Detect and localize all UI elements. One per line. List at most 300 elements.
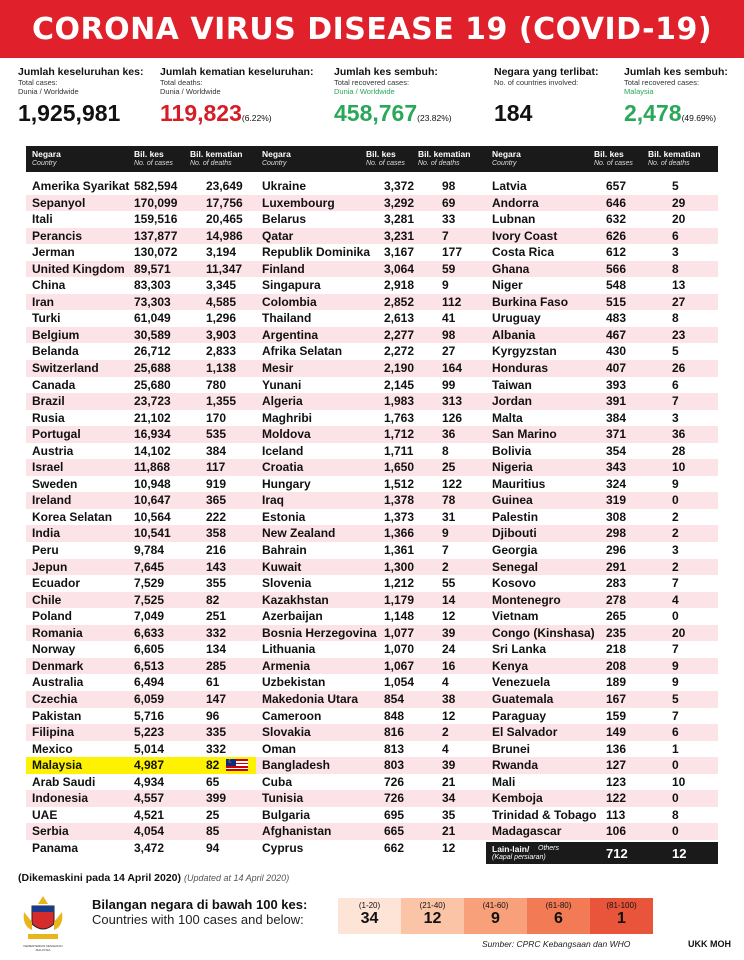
country-cell: Ivory Coast bbox=[492, 228, 558, 243]
stat-value: 458,767 bbox=[334, 100, 418, 126]
country-cell: Kuwait bbox=[262, 559, 302, 574]
table-row bbox=[486, 509, 718, 526]
table-row bbox=[26, 542, 256, 559]
table-row bbox=[256, 228, 486, 245]
header-cases-en: No. of cases bbox=[594, 160, 633, 167]
country-cell: Jerman bbox=[32, 245, 75, 260]
deaths-cell: 23,649 bbox=[206, 179, 243, 193]
stat-scope: Dunia / Worldwide bbox=[18, 87, 79, 96]
deaths-cell: 5 bbox=[672, 691, 679, 706]
table-row bbox=[486, 592, 718, 609]
malaysia-flag-icon: ☾ bbox=[226, 759, 248, 771]
table-row bbox=[256, 625, 486, 642]
cases-cell: 137,877 bbox=[134, 228, 178, 243]
country-cell: Korea Selatan bbox=[32, 509, 113, 524]
deaths-cell: 8 bbox=[672, 311, 679, 326]
country-cell: Ghana bbox=[492, 261, 530, 276]
country-cell: Mexico bbox=[32, 741, 73, 756]
cases-cell: 14,102 bbox=[134, 443, 171, 458]
country-cell: Venezuela bbox=[492, 675, 551, 690]
stat-value: 2,478 bbox=[624, 100, 682, 126]
header-deaths: Bil. kematian bbox=[418, 149, 471, 159]
table-row bbox=[256, 807, 486, 824]
stat-value: 1,925,981 bbox=[18, 100, 121, 126]
country-cell: Perancis bbox=[32, 228, 83, 243]
deaths-cell: 82 bbox=[206, 758, 220, 773]
country-cell: Cyprus bbox=[262, 840, 304, 855]
cases-cell: 515 bbox=[606, 294, 627, 309]
cases-cell: 89,571 bbox=[134, 261, 171, 276]
country-cell: Belarus bbox=[262, 212, 307, 227]
country-cell: Kyrgyzstan bbox=[492, 344, 557, 359]
country-cell: New Zealand bbox=[262, 526, 336, 541]
cases-cell: 665 bbox=[384, 824, 405, 839]
country-cell: Azerbaijan bbox=[262, 609, 323, 624]
country-cell: Sweden bbox=[32, 476, 78, 491]
deaths-cell: 7 bbox=[672, 576, 679, 591]
deaths-cell: 0 bbox=[672, 824, 679, 839]
cases-cell: 130,072 bbox=[134, 245, 178, 260]
table-row bbox=[26, 443, 256, 460]
country-cell: Singapura bbox=[262, 278, 321, 293]
source-note: Sumber: CPRC Kebangsaan dan WHO bbox=[482, 939, 631, 949]
table-row bbox=[26, 492, 256, 509]
country-cell: Jordan bbox=[492, 394, 533, 409]
table-row bbox=[486, 724, 718, 741]
deaths-cell: 99 bbox=[442, 377, 456, 392]
deaths-cell: 4 bbox=[442, 741, 449, 756]
country-cell: Kemboja bbox=[492, 791, 543, 806]
cases-cell: 159 bbox=[606, 708, 627, 723]
deaths-cell: 780 bbox=[206, 377, 227, 392]
country-table-2 bbox=[256, 146, 486, 856]
cases-cell: 1,054 bbox=[384, 675, 415, 690]
table-row bbox=[486, 658, 718, 675]
cases-cell: 6,494 bbox=[134, 675, 165, 690]
deaths-cell: 4,585 bbox=[206, 294, 237, 309]
cases-cell: 7,645 bbox=[134, 559, 165, 574]
others-label: Lain-lain/ bbox=[492, 843, 530, 854]
deaths-cell: 5 bbox=[672, 344, 679, 359]
stat-recovered-world bbox=[334, 66, 452, 131]
cases-cell: 136 bbox=[606, 741, 627, 756]
deaths-cell: 65 bbox=[206, 774, 220, 789]
cases-cell: 149 bbox=[606, 725, 627, 740]
deaths-cell: 27 bbox=[672, 294, 686, 309]
table-row bbox=[26, 641, 256, 658]
country-cell: Norway bbox=[32, 642, 76, 657]
cases-cell: 5,716 bbox=[134, 708, 165, 723]
deaths-cell: 126 bbox=[442, 410, 463, 425]
country-cell: Makedonia Utara bbox=[262, 691, 359, 706]
deaths-cell: 9 bbox=[672, 476, 679, 491]
table-row bbox=[26, 559, 256, 576]
deaths-cell: 2 bbox=[442, 559, 449, 574]
cases-cell: 1,300 bbox=[384, 559, 415, 574]
others-row bbox=[486, 842, 718, 864]
deaths-cell: 23 bbox=[672, 327, 686, 342]
deaths-cell: 82 bbox=[206, 592, 220, 607]
country-cell: Cuba bbox=[262, 774, 292, 789]
bin-range: (41-60) bbox=[482, 901, 509, 910]
stat-label: Negara yang terlibat: bbox=[494, 66, 599, 78]
stat-label: Jumlah kes sembuh: bbox=[334, 66, 438, 78]
country-cell: Romania bbox=[32, 625, 83, 640]
deaths-cell: 41 bbox=[442, 311, 456, 326]
country-cell: Filipina bbox=[32, 725, 74, 740]
table-row bbox=[256, 641, 486, 658]
table-header bbox=[256, 146, 486, 172]
caption-en: Countries with 100 cases and below: bbox=[92, 912, 304, 927]
cases-cell: 308 bbox=[606, 509, 627, 524]
deaths-cell: 39 bbox=[442, 625, 456, 640]
bin-81-100 bbox=[590, 898, 653, 934]
table-row bbox=[26, 178, 256, 195]
deaths-cell: 7 bbox=[442, 543, 449, 558]
table-row bbox=[486, 393, 718, 410]
country-cell: Ecuador bbox=[32, 576, 81, 591]
stat-sublabel: No. of countries involved: bbox=[494, 78, 579, 87]
country-cell: Bangladesh bbox=[262, 758, 331, 773]
bin-value: 12 bbox=[423, 910, 442, 927]
deaths-cell: 17,756 bbox=[206, 195, 243, 210]
country-cell: El Salvador bbox=[492, 725, 558, 740]
country-cell: Niger bbox=[492, 278, 523, 293]
table-row bbox=[26, 658, 256, 675]
country-cell: UAE bbox=[32, 807, 58, 822]
cases-cell: 813 bbox=[384, 741, 405, 756]
table-row bbox=[486, 277, 718, 294]
deaths-cell: 21 bbox=[442, 774, 456, 789]
stat-recovered-malaysia bbox=[624, 66, 728, 131]
country-cell: Belanda bbox=[32, 344, 79, 359]
country-cell: Finland bbox=[262, 261, 305, 276]
deaths-cell: 98 bbox=[442, 179, 456, 193]
country-cell: Bulgaria bbox=[262, 807, 311, 822]
table-row bbox=[486, 625, 718, 642]
header-deaths-en: No. of deaths bbox=[648, 160, 690, 167]
table-row bbox=[256, 327, 486, 344]
country-cell: Itali bbox=[32, 212, 53, 227]
header-deaths-en: No. of deaths bbox=[190, 160, 232, 167]
deaths-cell: 28 bbox=[672, 443, 686, 458]
bin-range: (1-20) bbox=[358, 901, 381, 910]
header-country-en: Country bbox=[262, 160, 287, 167]
deaths-cell: 36 bbox=[442, 427, 456, 442]
deaths-cell: 0 bbox=[672, 758, 679, 773]
deaths-cell: 20 bbox=[672, 212, 686, 227]
country-cell: Estonia bbox=[262, 509, 306, 524]
cases-cell: 343 bbox=[606, 460, 627, 475]
table-row bbox=[256, 443, 486, 460]
cases-cell: 1,361 bbox=[384, 543, 415, 558]
country-cell: Kenya bbox=[492, 658, 529, 673]
cases-cell: 726 bbox=[384, 774, 405, 789]
cases-cell: 391 bbox=[606, 394, 627, 409]
table-row bbox=[486, 674, 718, 691]
cases-cell: 1,763 bbox=[384, 410, 415, 425]
bin-value: 9 bbox=[491, 910, 500, 927]
crest-label: KEMENTERIAN KESIHATAN MALAYSIA bbox=[23, 944, 63, 952]
bin-range: (21-40) bbox=[419, 901, 446, 910]
cases-cell: 3,472 bbox=[134, 840, 165, 855]
deaths-cell: 143 bbox=[206, 559, 227, 574]
table-row bbox=[486, 294, 718, 311]
deaths-cell: 24 bbox=[442, 642, 456, 657]
header-deaths: Bil. kematian bbox=[190, 149, 243, 159]
update-note-ms: (Dikemaskini pada 14 April 2020) bbox=[18, 872, 182, 884]
deaths-cell: 8 bbox=[442, 443, 449, 458]
table-row bbox=[256, 608, 486, 625]
crest-icon bbox=[18, 894, 68, 944]
deaths-cell: 332 bbox=[206, 625, 227, 640]
small-countries-caption bbox=[92, 897, 307, 927]
case-range-bins bbox=[338, 898, 653, 934]
deaths-cell: 2,833 bbox=[206, 344, 237, 359]
country-cell: Brazil bbox=[32, 394, 65, 409]
country-cell: Algeria bbox=[262, 394, 303, 409]
country-cell: Republik Dominika bbox=[262, 245, 371, 260]
table-row bbox=[256, 294, 486, 311]
deaths-cell: 3 bbox=[672, 410, 679, 425]
cases-cell: 324 bbox=[606, 476, 627, 491]
country-cell: Mauritius bbox=[492, 476, 546, 491]
others-label-en: Others bbox=[538, 844, 560, 852]
stat-label: Jumlah keseluruhan kes: bbox=[18, 66, 144, 78]
deaths-cell: 170 bbox=[206, 410, 227, 425]
cases-cell: 1,983 bbox=[384, 394, 415, 409]
deaths-cell: 12 bbox=[442, 840, 456, 855]
stat-total-deaths bbox=[160, 66, 313, 131]
cases-cell: 695 bbox=[384, 807, 405, 822]
country-cell: Guinea bbox=[492, 493, 533, 508]
cases-cell: 2,190 bbox=[384, 361, 415, 376]
cases-cell: 354 bbox=[606, 443, 627, 458]
cases-cell: 2,145 bbox=[384, 377, 415, 392]
country-cell: Malta bbox=[492, 410, 523, 425]
deaths-cell: 25 bbox=[442, 460, 456, 475]
table-row bbox=[486, 426, 718, 443]
deaths-cell: 6 bbox=[672, 377, 679, 392]
country-cell: Congo (Kinshasa) bbox=[492, 625, 595, 640]
table-row bbox=[256, 459, 486, 476]
cases-cell: 298 bbox=[606, 526, 627, 541]
country-cell: Bosnia Herzegovina bbox=[262, 625, 377, 640]
cases-cell: 235 bbox=[606, 625, 627, 640]
deaths-cell: 1,138 bbox=[206, 361, 237, 376]
stat-scope bbox=[494, 87, 598, 96]
deaths-cell: 36 bbox=[672, 427, 686, 442]
header-cases: Bil. kes bbox=[366, 149, 396, 159]
country-cell: Iraq bbox=[262, 493, 285, 508]
country-cell: Poland bbox=[32, 609, 73, 624]
table-row bbox=[486, 195, 718, 212]
others-cases: 712 bbox=[606, 845, 628, 861]
header-cases: Bil. kes bbox=[134, 149, 164, 159]
cases-cell: 7,529 bbox=[134, 576, 165, 591]
table-row bbox=[256, 261, 486, 278]
table-row bbox=[26, 823, 256, 840]
country-cell: Oman bbox=[262, 741, 297, 756]
cases-cell: 6,605 bbox=[134, 642, 165, 657]
country-table-3 bbox=[486, 146, 718, 864]
table-body bbox=[26, 172, 256, 856]
bin-value: 1 bbox=[617, 910, 626, 927]
table-row bbox=[26, 774, 256, 791]
cases-cell: 582,594 bbox=[134, 179, 178, 193]
deaths-cell: 117 bbox=[206, 460, 226, 475]
country-cell: Canada bbox=[32, 377, 76, 392]
cases-cell: 25,680 bbox=[134, 377, 171, 392]
cases-cell: 10,647 bbox=[134, 493, 171, 508]
table-row bbox=[256, 724, 486, 741]
deaths-cell: 399 bbox=[206, 791, 227, 806]
deaths-cell: 251 bbox=[206, 609, 227, 624]
cases-cell: 1,711 bbox=[384, 443, 414, 458]
deaths-cell: 164 bbox=[442, 361, 463, 376]
table-row bbox=[26, 459, 256, 476]
table-row bbox=[256, 674, 486, 691]
cases-cell: 170,099 bbox=[134, 195, 178, 210]
cases-cell: 2,272 bbox=[384, 344, 415, 359]
country-cell: Iceland bbox=[262, 443, 304, 458]
country-cell: Switzerland bbox=[32, 361, 99, 376]
table-row bbox=[26, 343, 256, 360]
deaths-cell: 3,345 bbox=[206, 278, 237, 293]
cases-cell: 283 bbox=[606, 576, 627, 591]
table-row bbox=[486, 410, 718, 427]
deaths-cell: 12 bbox=[442, 609, 456, 624]
table-row bbox=[486, 228, 718, 245]
country-cell: Afghanistan bbox=[262, 824, 332, 839]
stat-label: Jumlah kes sembuh: bbox=[624, 66, 728, 78]
cases-cell: 1,366 bbox=[384, 526, 415, 541]
table-row bbox=[26, 525, 256, 542]
table-row bbox=[26, 261, 256, 278]
table-header bbox=[26, 146, 256, 172]
table-row bbox=[486, 823, 718, 840]
cases-cell: 626 bbox=[606, 228, 627, 243]
table-row bbox=[26, 294, 256, 311]
country-cell: Lithuania bbox=[262, 642, 316, 657]
table-row bbox=[486, 443, 718, 460]
table-row bbox=[486, 542, 718, 559]
cases-cell: 1,373 bbox=[384, 509, 415, 524]
country-cell: Slovakia bbox=[262, 725, 311, 740]
deaths-cell: 3,194 bbox=[206, 245, 237, 260]
table-row bbox=[486, 178, 718, 195]
country-cell: Denmark bbox=[32, 658, 84, 673]
country-cell: Thailand bbox=[262, 311, 312, 326]
deaths-cell: 4 bbox=[442, 675, 449, 690]
table-row bbox=[26, 476, 256, 493]
table-body bbox=[256, 172, 486, 856]
table-row-malaysia bbox=[26, 757, 256, 774]
header-deaths-en: No. of deaths bbox=[418, 160, 460, 167]
deaths-cell: 10 bbox=[672, 774, 686, 789]
deaths-cell: 358 bbox=[206, 526, 227, 541]
deaths-cell: 59 bbox=[442, 261, 456, 276]
table-row bbox=[26, 724, 256, 741]
deaths-cell: 29 bbox=[672, 195, 686, 210]
country-cell: Amerika Syarikat bbox=[32, 179, 130, 193]
cases-cell: 106 bbox=[606, 824, 627, 839]
deaths-cell: 6 bbox=[672, 725, 679, 740]
deaths-cell: 285 bbox=[206, 658, 227, 673]
cases-cell: 483 bbox=[606, 311, 627, 326]
cases-cell: 296 bbox=[606, 543, 627, 558]
country-cell: Rusia bbox=[32, 410, 65, 425]
deaths-cell: 10 bbox=[672, 460, 686, 475]
cases-cell: 848 bbox=[384, 708, 405, 723]
cases-cell: 10,564 bbox=[134, 509, 171, 524]
deaths-cell: 535 bbox=[206, 427, 227, 442]
table-row bbox=[486, 459, 718, 476]
stat-countries bbox=[494, 66, 598, 126]
deaths-cell: 134 bbox=[206, 642, 227, 657]
cases-cell: 407 bbox=[606, 361, 627, 376]
cases-cell: 2,852 bbox=[384, 294, 415, 309]
deaths-cell: 16 bbox=[442, 658, 456, 673]
country-cell: Trinidad & Tobago bbox=[492, 807, 597, 822]
cases-cell: 189 bbox=[606, 675, 627, 690]
deaths-cell: 7 bbox=[672, 642, 679, 657]
cases-cell: 278 bbox=[606, 592, 627, 607]
deaths-cell: 7 bbox=[672, 708, 679, 723]
country-cell: Vietnam bbox=[492, 609, 539, 624]
cases-cell: 3,281 bbox=[384, 212, 415, 227]
table-row bbox=[256, 509, 486, 526]
cases-cell: 83,303 bbox=[134, 278, 171, 293]
table-row bbox=[256, 195, 486, 212]
stat-value: 119,823 bbox=[160, 100, 242, 126]
bin-value: 6 bbox=[554, 910, 563, 927]
deaths-cell: 1 bbox=[672, 741, 679, 756]
cases-cell: 646 bbox=[606, 195, 627, 210]
cases-cell: 122 bbox=[606, 791, 627, 806]
table-row bbox=[486, 492, 718, 509]
cases-cell: 803 bbox=[384, 758, 405, 773]
cases-cell: 1,212 bbox=[384, 576, 415, 591]
country-cell: Mesir bbox=[262, 361, 294, 376]
cases-cell: 4,054 bbox=[134, 824, 165, 839]
table-row bbox=[486, 211, 718, 228]
table-row bbox=[256, 592, 486, 609]
header-country-en: Country bbox=[32, 160, 57, 167]
country-table-1 bbox=[26, 146, 256, 856]
country-cell: Tunisia bbox=[262, 791, 304, 806]
country-cell: Costa Rica bbox=[492, 245, 555, 260]
deaths-cell: 8 bbox=[672, 261, 679, 276]
stat-label: Jumlah kematian keseluruhan: bbox=[160, 66, 314, 78]
cases-cell: 1,148 bbox=[384, 609, 415, 624]
table-row bbox=[486, 575, 718, 592]
deaths-cell: 7 bbox=[672, 394, 679, 409]
table-row bbox=[26, 410, 256, 427]
country-cell: Croatia bbox=[262, 460, 304, 475]
table-row bbox=[256, 708, 486, 725]
table-row bbox=[26, 327, 256, 344]
deaths-cell: 216 bbox=[206, 543, 227, 558]
stat-scope: Dunia / Worldwide bbox=[334, 87, 395, 96]
cases-cell: 11,868 bbox=[134, 460, 171, 475]
country-cell: Honduras bbox=[492, 361, 549, 376]
country-cell: Iran bbox=[32, 294, 55, 309]
country-cell: India bbox=[32, 526, 61, 541]
cases-cell: 291 bbox=[606, 559, 627, 574]
country-cell: Portugal bbox=[32, 427, 81, 442]
deaths-cell: 112 bbox=[442, 294, 462, 309]
